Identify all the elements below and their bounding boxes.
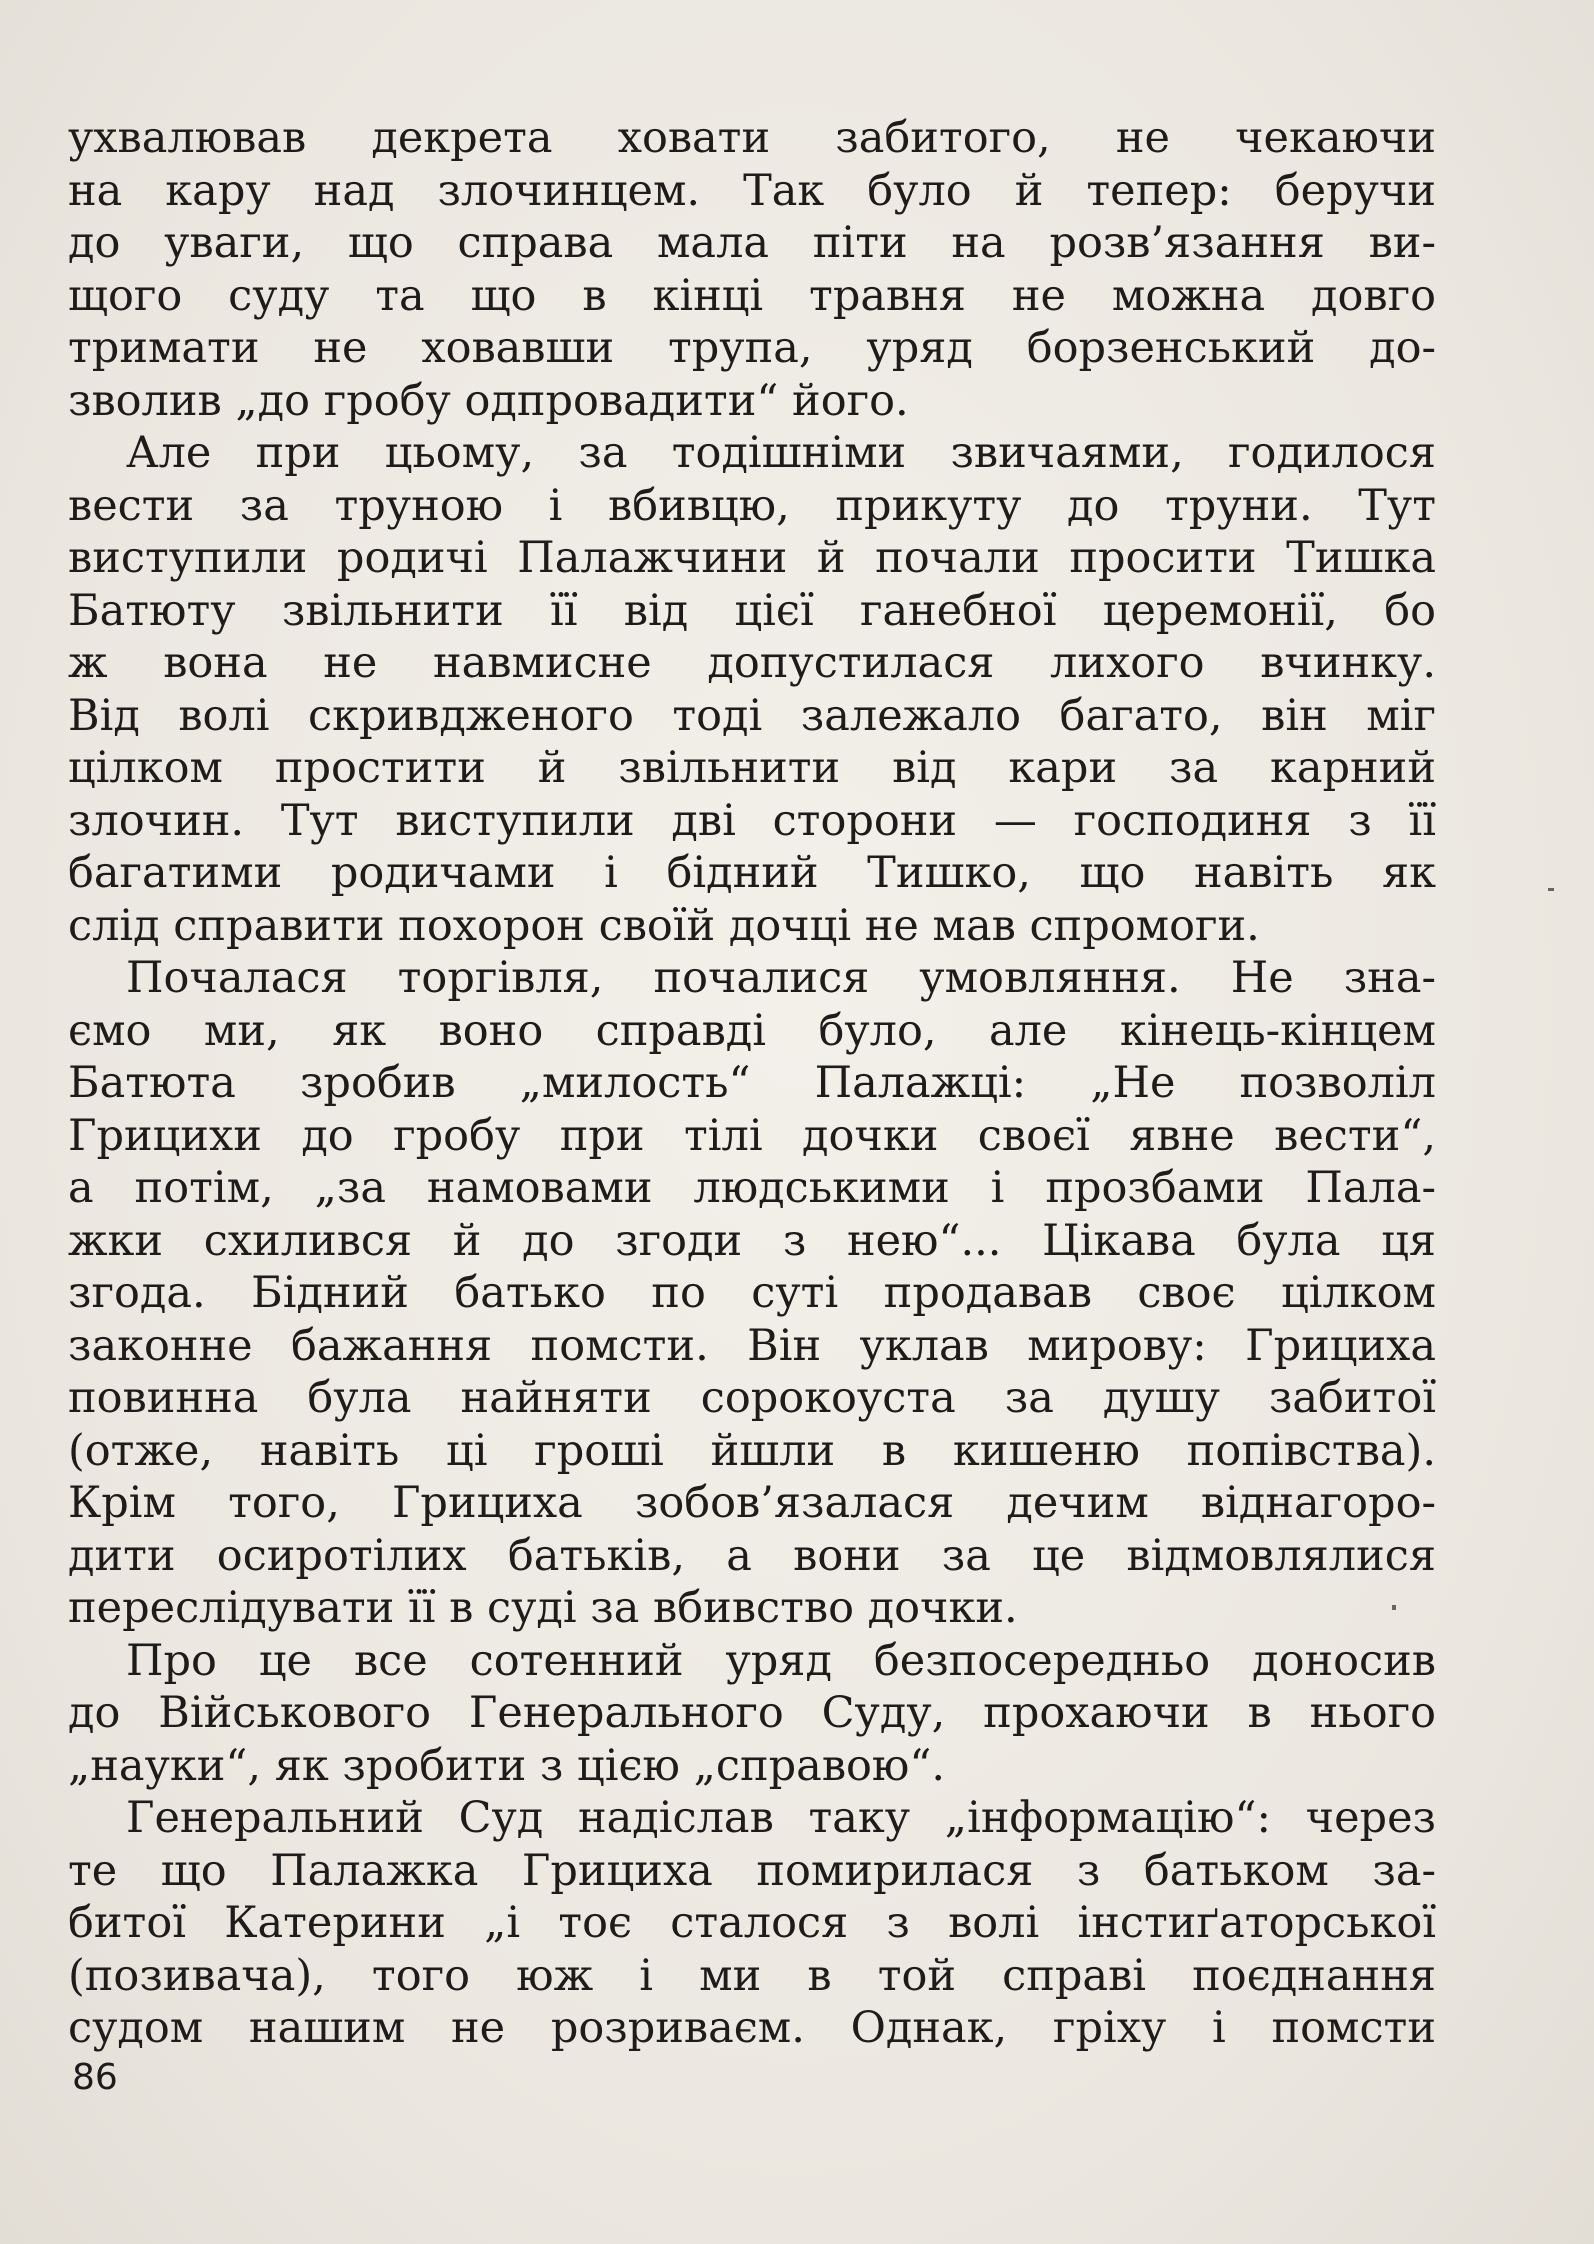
- text-line: ж вона не навмисне допустилася лихого вчинку.: [68, 638, 1436, 688]
- body-text: [68, 112, 1436, 2055]
- text-line: на кару над злочинцем. Так було й тепер: беручи: [68, 165, 1436, 216]
- text-line: Крім того, Грициха зобов’язалася дечим віднагоро-: [68, 1478, 1436, 1528]
- text-line: ємо ми, як воно справді було, але кінець-кінцем: [68, 1005, 1436, 1056]
- text-line: битої Катерини „і тоє сталося з волі інстиґаторської: [68, 1898, 1436, 1948]
- text-line: Почалася торгівля, почалися умовляння. Не зна-: [126, 953, 1436, 1003]
- text-line: Від волі скривдженого тоді залежало багато, він міг: [68, 690, 1436, 741]
- text-line: повинна була найняти сорокоуста за душу забитої: [68, 1373, 1436, 1423]
- text-line: злочин. Тут виступили дві сторони — господиня з її: [68, 795, 1436, 846]
- text-line: „науки“, як зробити з цією „справою“.: [68, 1740, 946, 1791]
- text-line: законне бажання помсти. Він уклав мирову: Грициха: [68, 1320, 1436, 1371]
- text-line: виступили родичі Палажчини й почали просити Тишка: [68, 533, 1436, 583]
- text-line: а потім, „за намовами людськими і прозбами Пала-: [68, 1163, 1436, 1213]
- margin-speck: [1548, 888, 1554, 891]
- text-line: Батюту звільнити її від цієї ганебної церемонії, бо: [68, 585, 1436, 636]
- text-line: слід справити похорон своїй дочці не мав спромоги.: [68, 900, 1260, 951]
- text-line: судом нашим не розриваєм. Однак, гріху і помсти: [68, 2003, 1436, 2053]
- page-number: 86: [72, 2057, 118, 2098]
- text-line: до уваги, що справа мала піти на розв’язання ви-: [68, 218, 1436, 268]
- text-line: дити осиротілих батьків, а вони за це відмовлялися: [68, 1530, 1436, 1581]
- text-line: зволив „до гробу одпровадити“ його.: [68, 375, 909, 426]
- text-line: Генеральний Суд надіслав таку „інформацію“: через: [126, 1793, 1436, 1843]
- text-line: жки схилився й до згоди з нею“... Цікава була ця: [68, 1215, 1436, 1266]
- text-line: переслідувати її в суді за вбивство дочки.: [68, 1583, 1018, 1633]
- text-line: цілком простити й звільнити від кари за карний: [68, 743, 1436, 793]
- text-line: Але при цьому, за тодішніми звичаями, годилося: [126, 428, 1436, 478]
- text-line: до Військового Генерального Суду, прохаючи в нього: [68, 1688, 1436, 1738]
- text-line: багатими родичами і бідний Тишко, що навіть як: [68, 848, 1436, 898]
- margin-speck: [1392, 1605, 1396, 1610]
- text-line: Грицихи до гробу при тілі дочки своєї явне вести“,: [68, 1110, 1436, 1161]
- text-line: те що Палажка Грициха помирилася з батьком за-: [68, 1845, 1436, 1896]
- text-line: (позивача), того юж і ми в той справі поєднання: [68, 1950, 1436, 2001]
- text-line: ухвалював декрета ховати забитого, не чекаючи: [68, 113, 1436, 163]
- text-line: Батюта зробив „милость“ Палажці: „Не позволіл: [68, 1058, 1436, 1108]
- text-line: Про це все сотенний уряд безпосередньо доносив: [126, 1635, 1436, 1686]
- text-line: згода. Бідний батько по суті продавав своє цілком: [68, 1268, 1436, 1318]
- text-line: щого суду та що в кінці травня не можна довго: [68, 270, 1436, 321]
- text-line: (отже, навіть ці гроші йшли в кишеню попівства).: [68, 1425, 1436, 1476]
- text-line: тримати не ховавши трупа, уряд борзенський до-: [68, 323, 1436, 373]
- text-line: вести за труною і вбивцю, прикуту до труни. Тут: [68, 480, 1436, 531]
